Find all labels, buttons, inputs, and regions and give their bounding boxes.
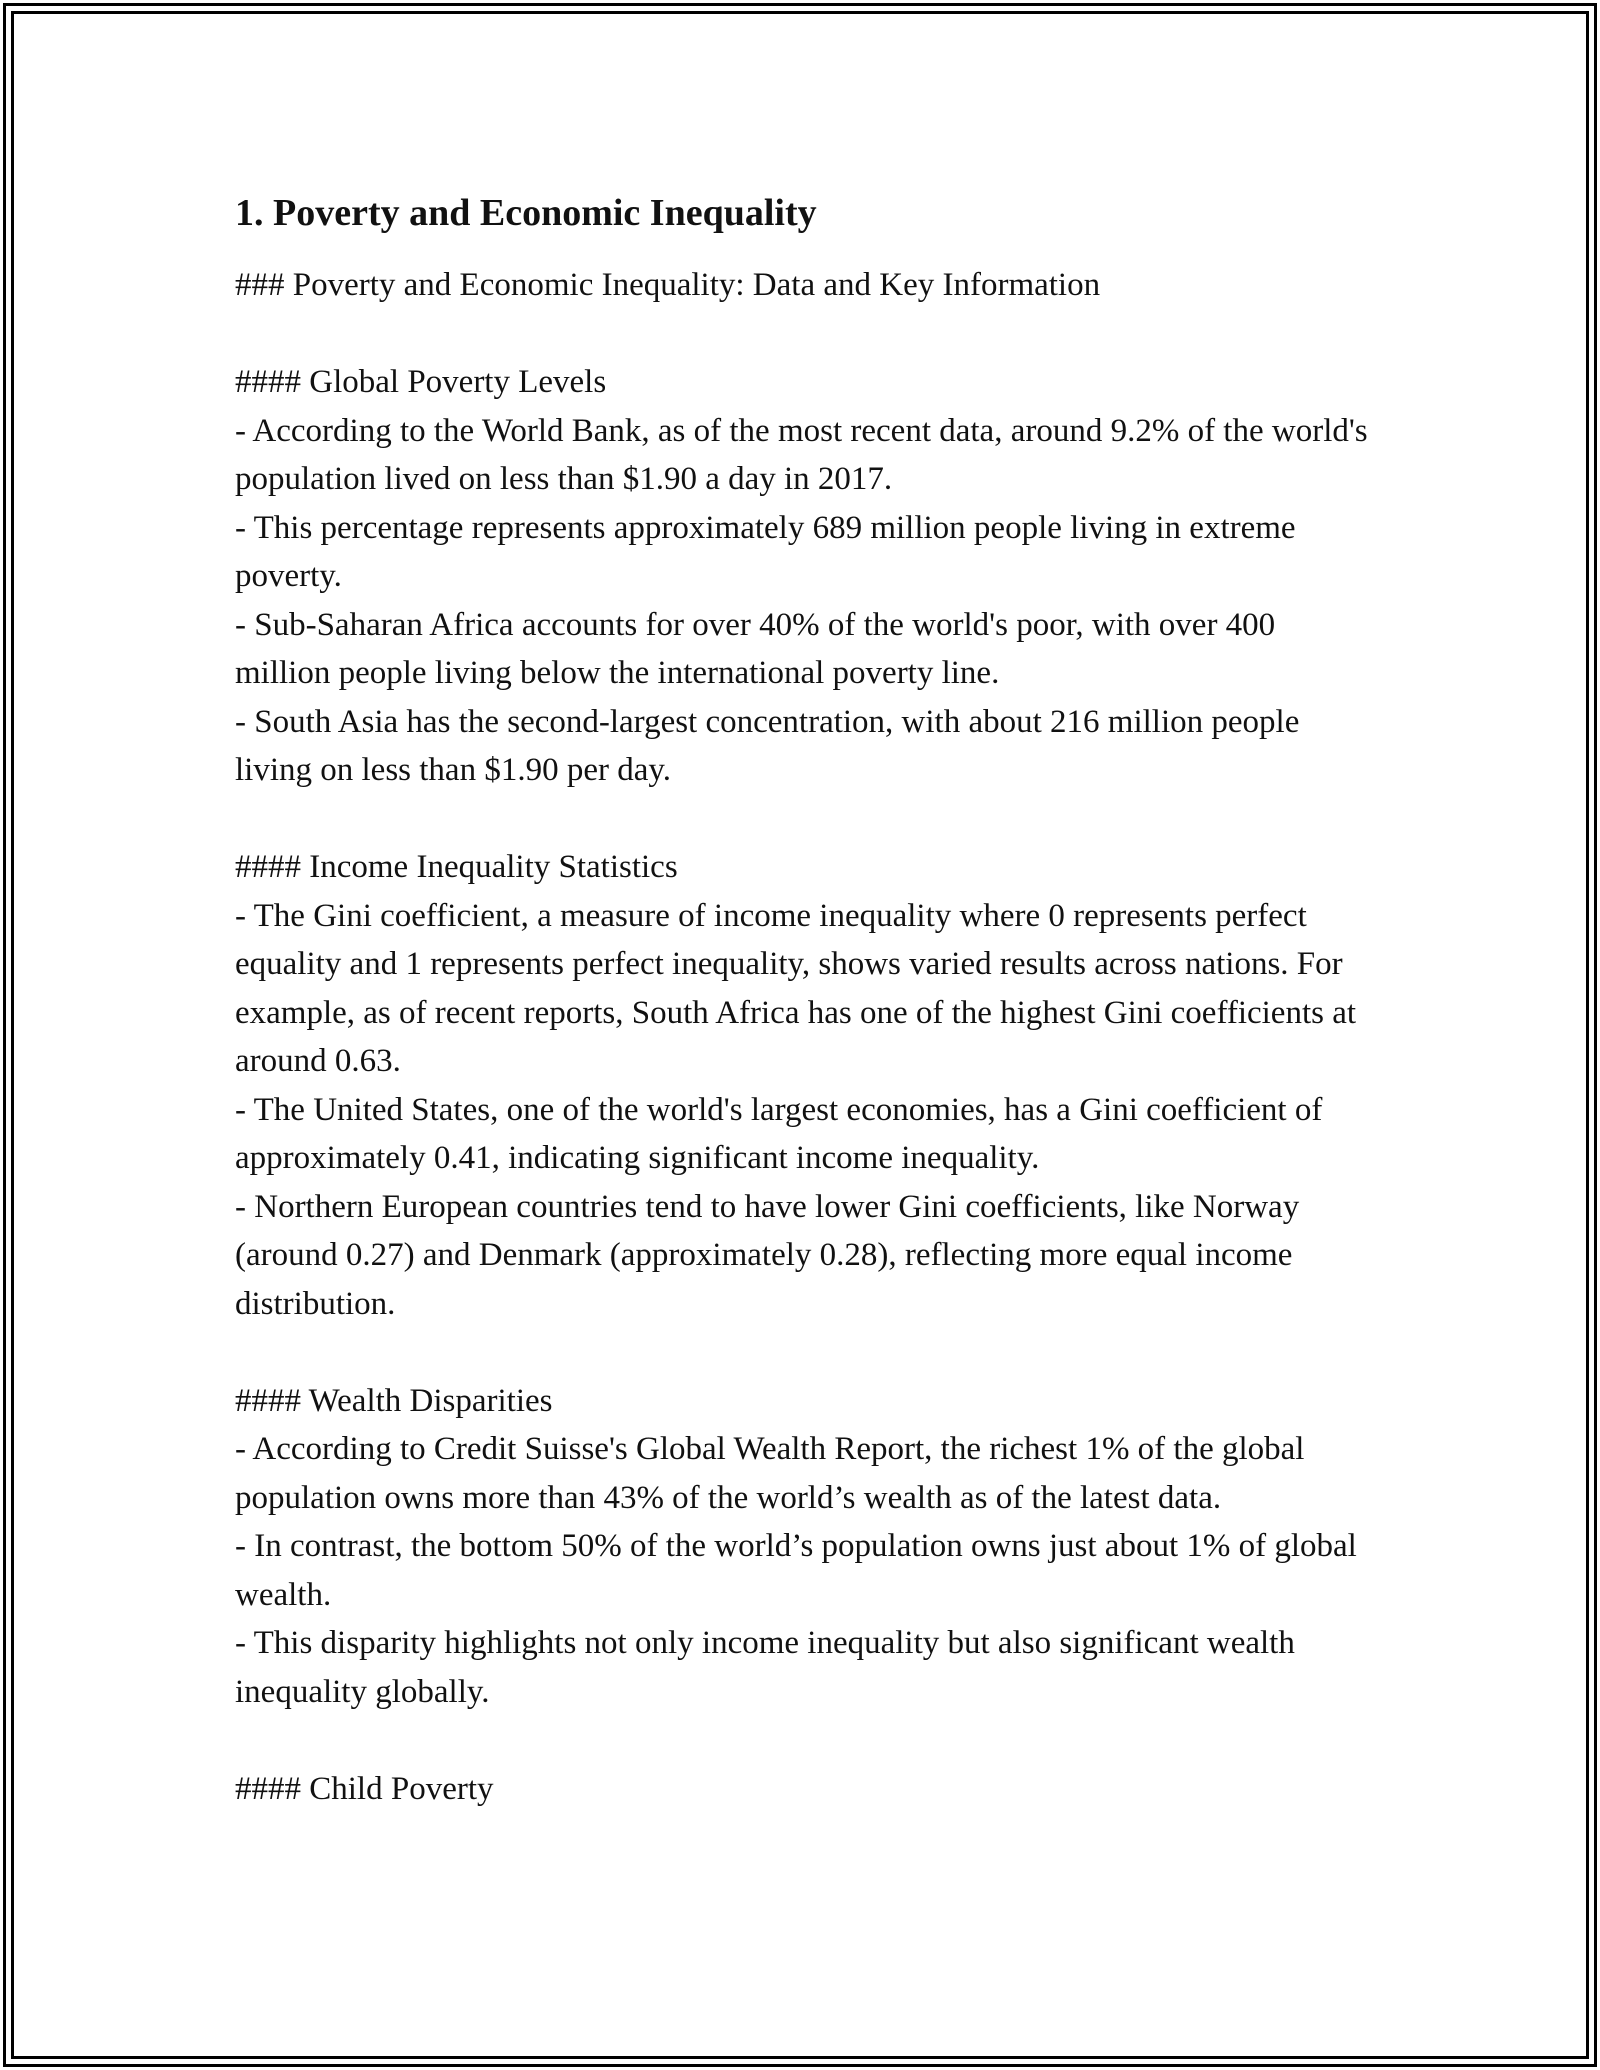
bullet-item: - South Asia has the second-largest concentration, with about 216 million people living on less than $1.90 per day. <box>235 703 1308 788</box>
bullet-item: - This percentage represents approximately 689 million people living in extreme poverty. <box>235 509 1304 594</box>
section-heading: #### Wealth Disparities <box>235 1382 553 1419</box>
section-wealth-disparities <box>235 1377 1375 1717</box>
bullet-item: - In contrast, the bottom 50% of the world’s population owns just about 1% of global wealth. <box>235 1528 1366 1613</box>
spacer <box>235 1716 1375 1765</box>
bullet-item: - According to the World Bank, as of the most recent data, around 9.2% of the world's population lived on less than $1.90 a day in 2017. <box>235 412 1376 497</box>
spacer <box>235 1328 1375 1377</box>
bullet-item: - The Gini coefficient, a measure of income inequality where 0 represents perfect equality and 1 represents perfect inequality, shows varied results across nations. For example, as of recent reports, South Africa has one of the highest Gini coefficients at around 0.63. <box>235 897 1365 1079</box>
section-heading: #### Income Inequality Statistics <box>235 849 678 885</box>
section-heading: #### Global Poverty Levels <box>235 364 607 400</box>
bullet-item: - Northern European countries tend to have lower Gini coefficients, like Norway (around 0.27) and Denmark (approximately 0.28), reflecting more equal income distribution. <box>235 1188 1308 1322</box>
section-income-inequality <box>235 843 1375 1328</box>
bullet-item: - The United States, one of the world's largest economies, has a Gini coefficient of approximately 0.41, indicating significant income inequality. <box>235 1091 1331 1176</box>
bullet-item: - This disparity highlights not only income inequality but also significant wealth inequality globally. <box>235 1625 1304 1710</box>
bullet-item: - Sub-Saharan Africa accounts for over 40% of the world's poor, with over 400 million people living below the international poverty line. <box>235 606 1284 691</box>
section-child-poverty <box>235 1765 1375 1814</box>
spacer <box>235 795 1375 844</box>
section-heading: #### Child Poverty <box>235 1770 494 1807</box>
document-body <box>235 185 1375 1813</box>
document-title: 1. Poverty and Economic Inequality <box>235 192 817 234</box>
section-global-poverty <box>235 358 1375 795</box>
document-subtitle: ### Poverty and Economic Inequality: Data and Key Information <box>235 267 1101 303</box>
bullet-item: - According to Credit Suisse's Global Wealth Report, the richest 1% of the global population owns more than 43% of the world’s wealth as of the latest data. <box>235 1431 1313 1516</box>
spacer <box>235 310 1375 359</box>
